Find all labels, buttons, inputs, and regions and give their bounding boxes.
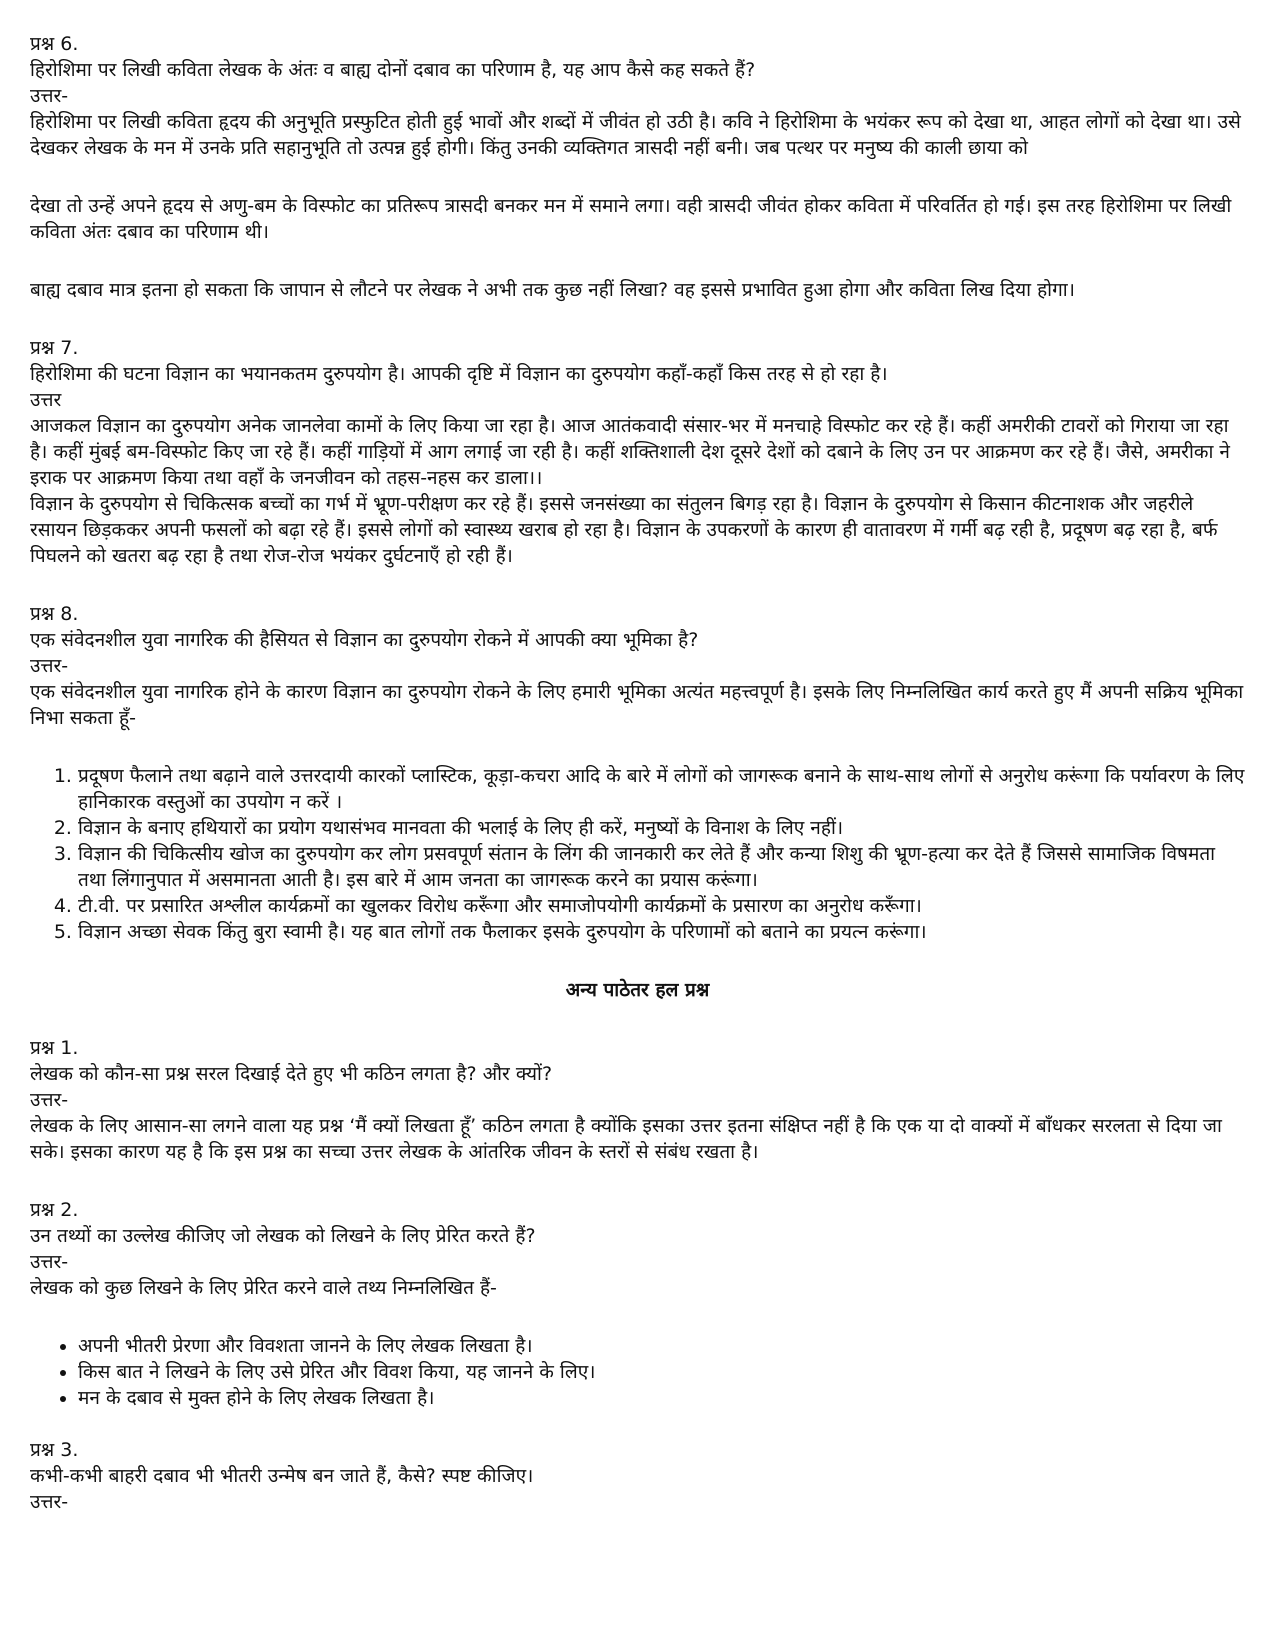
question-label: प्रश्न 3. [30,1439,79,1461]
answer-label: उत्तर- [30,655,69,677]
answer-paragraph: विज्ञान के दुरुपयोग से चिकित्सक बच्चों का गर्भ में भ्रूण-परीक्षण कर रहे हैं। इससे जनसंख्या का संतुलन बिगड़ रहा है। विज्ञान के दुरुपयोग से किसान कीटनाशक और जहरीले रसायन छिड़ककर अपनी फसलों को बढ़ा रहे हैं। इससे लोगों को स्वास्थ्य खराब हो रहा है। विज्ञान के उपकरणों के कारण ही वातावरण में गर्मी बढ़ रही है, प्रदूषण बढ़ रहा है, बर्फ पिघलने को खतरा बढ़ रहा है तथा रोज-रोज भयंकर दुर्घटनाएँ हो रही हैं। [30,493,1218,567]
question-text: हिरोशिमा की घटना विज्ञान का भयानकतम दुरुपयोग है। आपकी दृष्टि में विज्ञान का दुरुपयोग कहाँ-कहाँ किस तरह से हो रहा है। [30,363,888,385]
bullet-list [30,1333,1245,1411]
extra-question-3 [30,1437,1245,1515]
section-heading: अन्य पाठेतर हल प्रश्न [565,979,710,1001]
answer-label: उत्तर- [30,1251,69,1273]
answer-paragraph: बाह्य दबाव मात्र इतना हो सकता कि जापान से लौटने पर लेखक ने अभी तक कुछ नहीं लिखा? वह इससे प्रभावित हुआ होगा और कविता लिख दिया होगा। [30,279,1075,301]
question-label: प्रश्न 6. [30,33,79,55]
list-item: • किस बात ने लिखने के लिए उसे प्रेरित और विवश किया, यह जानने के लिए। [78,1359,1245,1385]
question-text: कभी-कभी बाहरी दबाव भी भीतरी उन्मेष बन जाते हैं, कैसे? स्पष्ट कीजिए। [30,1465,534,1487]
answer-intro: एक संवेदनशील युवा नागरिक होने के कारण विज्ञान का दुरुपयोग रोकने के लिए हमारी भूमिका अत्यंत महत्त्वपूर्ण है। इसके लिए निम्नलिखित कार्य करते हुए मैं अपनी सक्रिय भूमिका निभा सकता हूँ- [30,681,1244,729]
extra-question-1 [30,1035,1245,1165]
answer-label: उत्तर- [30,1089,69,1111]
answer-paragraph: हिरोशिमा पर लिखी कविता हृदय की अनुभूति प्रस्फुटित होती हुई भावों और शब्दों में जीवंत हो उठी है। कवि ने हिरोशिमा के भयंकर रूप को देखा था, आहत लोगों को देखा था। उसे देखकर लेखक के मन में उनके प्रति सहानुभूति तो उत्पन्न हुई होगी। किंतु उनकी व्यक्तिगत त्रासदी नहीं बनी। जब पत्थर पर मनुष्य की काली छाया को [30,111,1241,159]
list-item: 4. टी.वी. पर प्रसारित अश्लील कार्यक्रमों का खुलकर विरोध करूँगा और समाजोपयोगी कार्यक्रमों के प्रसारण का अनुरोध करूँगा। [78,893,1245,919]
question-label: प्रश्न 7. [30,337,79,359]
answer-paragraph: देखा तो उन्हें अपने हृदय से अणु-बम के विस्फोट का प्रतिरूप त्रासदी बनकर मन में समाने लगा। वही त्रासदी जीवंत होकर कविता में परिवर्तित हो गई। इस तरह हिरोशिमा पर लिखी कविता अंतः दबाव का परिणाम थी। [30,195,1232,243]
answer-label: उत्तर- [30,85,69,107]
question-7 [30,335,1245,569]
list-item: 5. विज्ञान अच्छा सेवक किंतु बुरा स्वामी है। यह बात लोगों तक फैलाकर इसके दुरुपयोग के परिणामों को बताने का प्रयत्न करूंगा। [78,919,1245,945]
answer-label: उत्तर [30,389,62,411]
question-text: एक संवेदनशील युवा नागरिक की हैसियत से विज्ञान का दुरुपयोग रोकने में आपकी क्या भूमिका है? [30,629,699,651]
question-label: प्रश्न 8. [30,603,79,625]
numbered-list [30,763,1245,945]
list-item: • अपनी भीतरी प्रेरणा और विवशता जानने के लिए लेखक लिखता है। [78,1333,1245,1359]
question-label: प्रश्न 1. [30,1037,79,1059]
question-8 [30,601,1245,945]
question-text: हिरोशिमा पर लिखी कविता लेखक के अंतः व बाह्य दोनों दबाव का परिणाम है, यह आप कैसे कह सकते हैं? [30,59,756,81]
list-item: 2. विज्ञान के बनाए हथियारों का प्रयोग यथासंभव मानवता की भलाई के लिए ही करें, मनुष्यों के विनाश के लिए नहीं। [78,815,1245,841]
list-item: 3. विज्ञान की चिकित्सीय खोज का दुरुपयोग कर लोग प्रसवपूर्ण संतान के लिंग की जानकारी कर लेते हैं और कन्या शिशु की भ्रूण-हत्या कर देते हैं जिससे सामाजिक विषमता तथा लिंगानुपात में असमानता आती है। इस बारे में आम जनता का जागरूक करने का प्रयास करूंगा। [78,841,1245,893]
answer-paragraph: लेखक के लिए आसान-सा लगने वाला यह प्रश्न ‘मैं क्यों लिखता हूँ’ कठिन लगता है क्योंकि इसका उत्तर इतना संक्षिप्त नहीं है कि एक या दो वाक्यों में बाँधकर सरलता से दिया जा सके। इसका कारण यह है कि इस प्रश्न का सच्चा उत्तर लेखक के आंतरिक जीवन के स्तरों से संबंध रखता है। [30,1115,1222,1163]
question-label: प्रश्न 2. [30,1199,79,1221]
list-item: • मन के दबाव से मुक्त होने के लिए लेखक लिखता है। [78,1385,1245,1411]
answer-paragraph: आजकल विज्ञान का दुरुपयोग अनेक जानलेवा कामों के लिए किया जा रहा है। आज आतंकवादी संसार-भर में मनचाहे विस्फोट कर रहे हैं। कहीं अमरीकी टावरों को गिराया जा रहा है। कहीं मुंबई बम-विस्फोट किए जा रहे हैं। कहीं गाड़ियों में आग लगाई जा रही है। कहीं शक्तिशाली देश दूसरे देशों को दबाने के लिए उन पर आक्रमण कर रहे हैं। जैसे, अमरीका ने इराक पर आक्रमण किया तथा वहाँ के जनजीवन को तहस-नहस कर डाला।। [30,415,1230,489]
answer-label: उत्तर- [30,1491,69,1513]
question-text: उन तथ्यों का उल्लेख कीजिए जो लेखक को लिखने के लिए प्रेरित करते हैं? [30,1225,536,1247]
question-text: लेखक को कौन-सा प्रश्न सरल दिखाई देते हुए भी कठिन लगता है? और क्यों? [30,1063,553,1085]
list-item: 1. प्रदूषण फैलाने तथा बढ़ाने वाले उत्तरदायी कारकों प्लास्टिक, कूड़ा-कचरा आदि के बारे में लोगों को जागरूक बनाने के साथ-साथ लोगों से अनुरोध करूंगा कि पर्यावरण के लिए हानिकारक वस्तुओं का उपयोग न करें । [78,763,1245,815]
question-6 [30,31,1245,303]
answer-intro: लेखक को कुछ लिखने के लिए प्रेरित करने वाले तथ्य निम्नलिखित हैं- [30,1277,497,1299]
extra-question-2 [30,1197,1245,1411]
